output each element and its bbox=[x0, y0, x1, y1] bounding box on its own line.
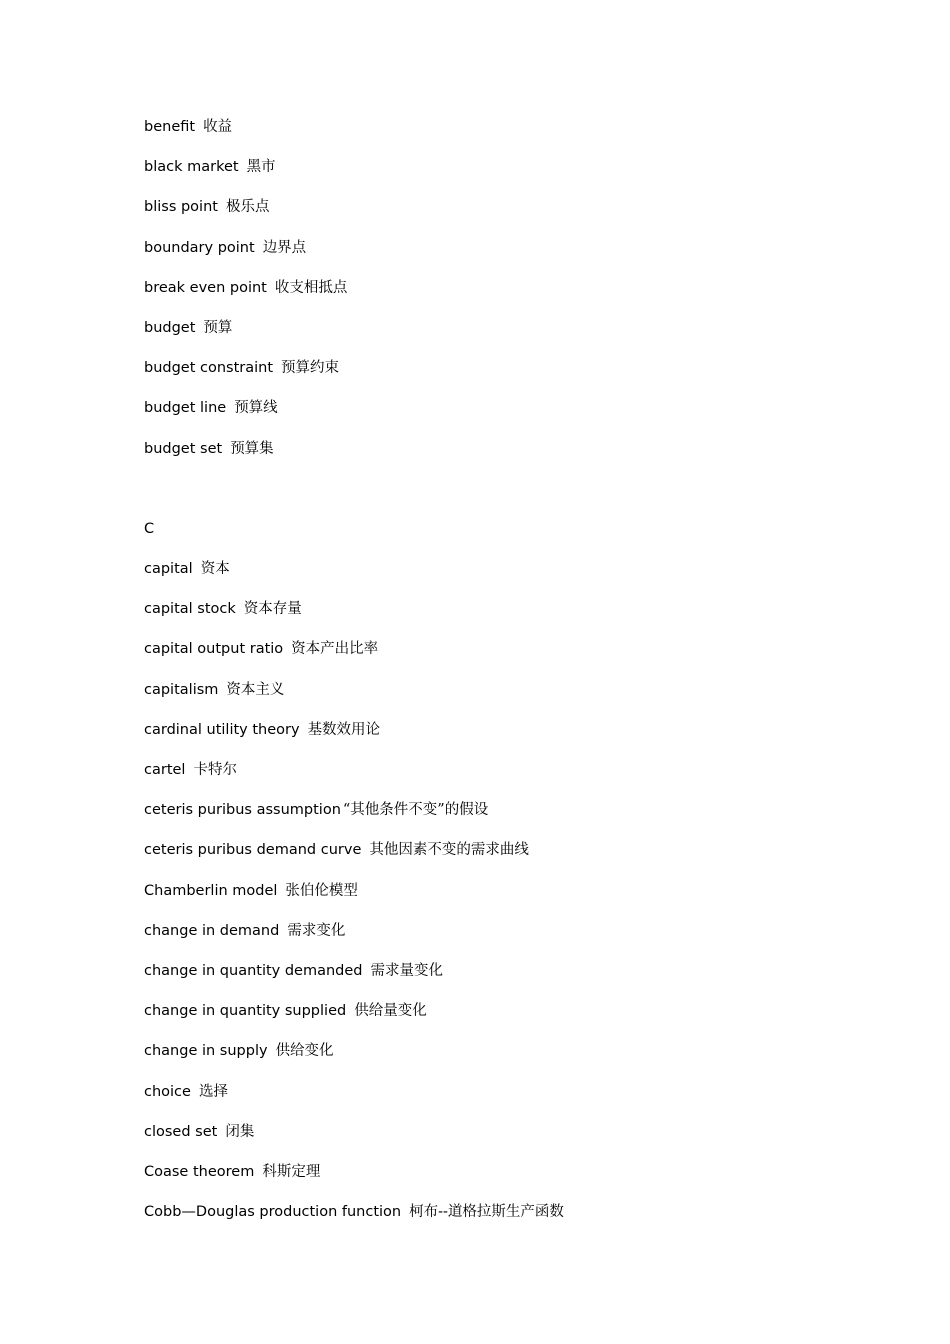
entry-translation: 预算线 bbox=[234, 400, 278, 417]
entry-translation: 资本产出比率 bbox=[291, 641, 379, 658]
entry-term: choice bbox=[144, 1083, 191, 1100]
glossary-entry bbox=[144, 991, 904, 1031]
entry-translation: 预算 bbox=[203, 319, 233, 336]
entry-translation: 选择 bbox=[198, 1083, 228, 1100]
glossary-entry bbox=[144, 1192, 904, 1232]
entry-term: capitalism bbox=[144, 681, 219, 698]
entry-translation: 其他因素不变的需求曲线 bbox=[369, 842, 529, 859]
glossary-entry bbox=[144, 549, 904, 589]
entry-translation: 卡特尔 bbox=[193, 762, 237, 778]
entry-translation: 收支相抵点 bbox=[274, 279, 348, 296]
entry-term: bliss point bbox=[144, 199, 218, 216]
section-heading: C bbox=[144, 520, 155, 537]
glossary-entry bbox=[144, 1072, 904, 1112]
entry-translation: 闭集 bbox=[225, 1123, 255, 1140]
entry-term: change in supply bbox=[144, 1043, 268, 1060]
entry-translation: “其他条件不变”的假设 bbox=[342, 802, 489, 819]
entry-translation: 需求量变化 bbox=[370, 962, 444, 979]
entry-term: cartel bbox=[144, 762, 186, 778]
entry-translation: 资本 bbox=[200, 561, 230, 578]
entry-term: Coase theorem bbox=[144, 1163, 255, 1180]
glossary-entry bbox=[144, 830, 904, 870]
glossary-entry bbox=[144, 1031, 904, 1071]
entry-term: capital bbox=[144, 561, 193, 578]
entry-translation: 柯布--道格拉斯生产函数 bbox=[409, 1204, 564, 1221]
entry-term: change in quantity supplied bbox=[144, 1003, 347, 1020]
entry-translation: 供给变化 bbox=[275, 1043, 334, 1060]
glossary-entry bbox=[144, 871, 904, 911]
glossary-entry bbox=[144, 589, 904, 629]
glossary-entry bbox=[144, 348, 904, 388]
glossary-entry bbox=[144, 911, 904, 951]
entry-translation: 资本存量 bbox=[243, 601, 302, 618]
entry-translation: 基数效用论 bbox=[307, 721, 381, 738]
glossary-entry bbox=[144, 429, 904, 469]
entry-term: capital stock bbox=[144, 601, 236, 618]
glossary-entry bbox=[144, 629, 904, 669]
glossary-entry bbox=[144, 228, 904, 268]
glossary-entry bbox=[144, 107, 904, 147]
entry-term: cardinal utility theory bbox=[144, 721, 300, 738]
glossary-entry bbox=[144, 750, 904, 790]
entry-translation: 极乐点 bbox=[225, 199, 270, 216]
entry-term: break even point bbox=[144, 279, 267, 296]
entry-term: change in quantity demanded bbox=[144, 962, 363, 979]
glossary-entry bbox=[144, 268, 904, 308]
entry-term: black market bbox=[144, 159, 239, 176]
entry-translation: 张伯伦模型 bbox=[285, 882, 358, 899]
entry-term: ceteris puribus demand curve bbox=[144, 842, 362, 859]
entry-term: budget bbox=[144, 319, 196, 336]
entry-translation: 边界点 bbox=[262, 239, 307, 256]
entry-translation: 资本主义 bbox=[226, 681, 285, 698]
glossary-entry bbox=[144, 710, 904, 750]
glossary-entry bbox=[144, 1112, 904, 1152]
entry-translation: 需求变化 bbox=[287, 922, 346, 939]
entry-term: closed set bbox=[144, 1123, 218, 1140]
entry-translation: 供给量变化 bbox=[354, 1003, 427, 1020]
entry-translation: 黑市 bbox=[246, 159, 276, 176]
glossary-entry bbox=[144, 187, 904, 227]
glossary-entry bbox=[144, 951, 904, 991]
entry-term: budget set bbox=[144, 440, 223, 457]
entry-translation: 预算约束 bbox=[281, 360, 340, 377]
entry-term: budget line bbox=[144, 400, 227, 417]
entry-term: Cobb—Douglas production function bbox=[144, 1204, 402, 1221]
entry-term: ceteris puribus assumption bbox=[144, 802, 341, 819]
glossary-entry bbox=[144, 790, 904, 830]
entry-term: capital output ratio bbox=[144, 641, 284, 658]
glossary-entry bbox=[144, 670, 904, 710]
glossary-entry bbox=[144, 388, 904, 428]
section-spacer bbox=[144, 469, 904, 509]
glossary-entry bbox=[144, 308, 904, 348]
entry-term: budget constraint bbox=[144, 360, 274, 377]
glossary-entry bbox=[144, 147, 904, 187]
entry-translation: 收益 bbox=[203, 119, 233, 135]
entry-translation: 科斯定理 bbox=[262, 1163, 321, 1180]
entry-term: change in demand bbox=[144, 922, 280, 939]
entry-term: Chamberlin model bbox=[144, 882, 278, 899]
entry-term: benefit bbox=[144, 119, 196, 135]
entry-term: boundary point bbox=[144, 239, 255, 256]
entry-translation: 预算集 bbox=[230, 440, 274, 457]
glossary-entry bbox=[144, 1152, 904, 1192]
glossary-list bbox=[144, 107, 904, 1232]
